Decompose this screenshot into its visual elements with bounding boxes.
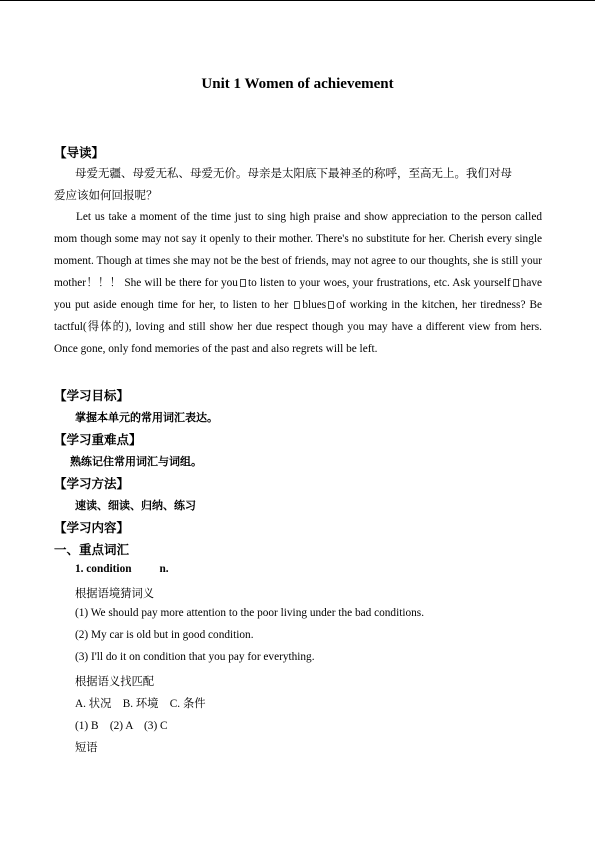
vocab-pos: n.	[159, 563, 169, 575]
page-title: Unit 1 Women of achievement	[201, 76, 394, 92]
match-options: A. 状况 B. 环境 C. 条件	[75, 698, 206, 710]
unknown-glyph-box	[294, 301, 300, 309]
goals-text: 掌握本单元的常用词汇表达。	[75, 411, 218, 424]
unknown-glyph-box	[513, 279, 519, 287]
unknown-glyph-box	[328, 301, 334, 309]
intro-zh-line2: 爱应该如何回报呢？	[54, 188, 158, 202]
section-methods-heading: 【学习方法】	[54, 476, 130, 491]
match-answers: (1) B (2) A (3) C	[75, 720, 168, 732]
intro-zh-line1: 母爱无疆、母爱无私、母爱无价。母亲是太阳底下最神圣的称呼，至高无上。我们对母	[75, 166, 512, 180]
vocab-word-line	[75, 563, 169, 575]
top-rule	[0, 0, 595, 1]
difficulties-text: 熟练记住常用词汇与词组。	[70, 455, 202, 468]
guess-prompt: 根据语境猜词义	[75, 587, 155, 600]
phrases-label: 短语	[75, 741, 98, 754]
section-content-heading: 【学习内容】	[54, 520, 130, 535]
part-one-heading: 一、重点词汇	[54, 542, 130, 557]
example-sentence: (2) My car is old but in good condition.	[75, 629, 254, 641]
section-guide-heading: 【导读】	[54, 145, 105, 160]
example-sentence: (3) I'll do it on condition that you pay for everything.	[75, 651, 315, 663]
example-sentence: (1) We should pay more attention to the poor living under the bad conditions.	[75, 607, 425, 619]
unknown-glyph-box	[240, 279, 246, 287]
intro-english-paragraph: Let us take a moment of the time just to sing high praise and show appreciation to the person called mom though some may not say it openly to their mother. There's no substitute for her. Cherish every single moment. Though at times she may not be the best of friends, may not agree to our thoughts, she is still your mother！！！ She will be there for you to listen to your woes, your frustrations, etc. Ask yourself have you put aside enough time for her, to listen to her blues of working in the kitchen, her tiredness? Be tactful(得体的), loving and still show her due respect though you may have a different view from hers. Once gone, only fond memories of the past and also regrets will be left.	[54, 211, 542, 355]
methods-text: 速读、细读、归纳、练习	[75, 499, 196, 512]
vocab-word: 1. condition	[75, 563, 132, 575]
section-goals-heading: 【学习目标】	[54, 388, 130, 403]
match-prompt: 根据语义找匹配	[75, 675, 155, 688]
section-difficulties-heading: 【学习重难点】	[54, 432, 142, 447]
